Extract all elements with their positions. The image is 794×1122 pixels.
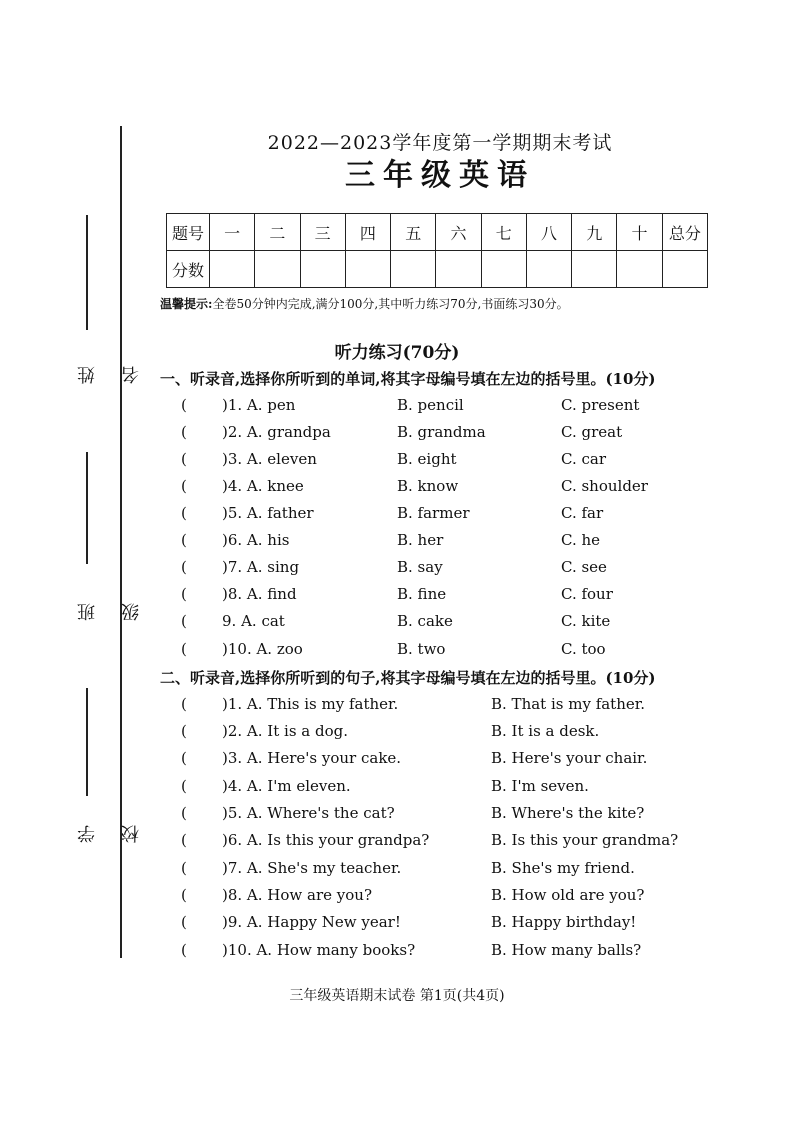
question-row	[181, 804, 741, 826]
question-row	[181, 749, 741, 771]
option-a: )2. A. It is a dog.	[222, 722, 348, 740]
class-blank-line[interactable]	[86, 452, 88, 564]
score-col-header: 二	[255, 214, 300, 251]
option-b: B. two	[397, 640, 446, 658]
option-b: B. grandma	[397, 423, 486, 441]
option-c: C. car	[561, 450, 606, 468]
option-a: )2. A. grandpa	[222, 423, 331, 441]
option-b: B. pencil	[397, 396, 464, 414]
option-a: )5. A. Where's the cat?	[222, 804, 395, 822]
score-col-header: 总分	[662, 214, 707, 251]
option-b: B. How many balls?	[491, 941, 642, 959]
option-a: )4. A. I'm eleven.	[222, 777, 351, 795]
option-a: )8. A. How are you?	[222, 886, 372, 904]
score-table-score-row	[167, 251, 708, 288]
option-a: )1. A. pen	[222, 396, 296, 414]
score-col-header: 六	[436, 214, 481, 251]
score-table-row-label: 题号	[167, 214, 210, 251]
question-row	[181, 423, 741, 445]
question-row	[181, 913, 741, 935]
score-cell[interactable]	[481, 251, 526, 288]
option-a: )6. A. his	[222, 531, 290, 549]
score-cell[interactable]	[345, 251, 390, 288]
score-col-header: 一	[210, 214, 255, 251]
question-row	[181, 531, 741, 553]
answer-bracket[interactable]: (	[181, 558, 187, 576]
score-col-header: 八	[526, 214, 571, 251]
option-a: )10. A. How many books?	[222, 941, 416, 959]
answer-bracket[interactable]: (	[181, 831, 187, 849]
option-b: B. Happy birthday!	[491, 913, 637, 931]
score-col-header: 十	[617, 214, 662, 251]
option-b: B. I'm seven.	[491, 777, 589, 795]
option-a: )6. A. Is this your grandpa?	[222, 831, 430, 849]
option-c: C. far	[561, 504, 604, 522]
option-b: B. cake	[397, 612, 453, 630]
score-cell[interactable]	[526, 251, 571, 288]
option-b: B. How old are you?	[491, 886, 645, 904]
answer-bracket[interactable]: (	[181, 396, 187, 414]
answer-bracket[interactable]: (	[181, 450, 187, 468]
score-cell[interactable]	[300, 251, 345, 288]
school-blank-line[interactable]	[86, 688, 88, 796]
question-row	[181, 831, 741, 853]
option-a: 9. A. cat	[222, 612, 285, 630]
score-cell[interactable]	[210, 251, 255, 288]
question-row	[181, 396, 741, 418]
answer-bracket[interactable]: (	[181, 531, 187, 549]
answer-bracket[interactable]: (	[181, 777, 187, 795]
option-a: )5. A. father	[222, 504, 314, 522]
answer-bracket[interactable]: (	[181, 859, 187, 877]
score-cell[interactable]	[662, 251, 707, 288]
option-c: C. see	[561, 558, 607, 576]
score-cell[interactable]	[572, 251, 617, 288]
question-row	[181, 695, 741, 717]
question-row	[181, 558, 741, 580]
answer-bracket[interactable]: (	[181, 749, 187, 767]
option-b: B. her	[397, 531, 444, 549]
question-row	[181, 859, 741, 881]
page-footer: 三年级英语期末试卷 第1页(共4页)	[289, 988, 505, 1004]
option-a: )10. A. zoo	[222, 640, 303, 658]
option-a: )3. A. Here's your cake.	[222, 749, 402, 767]
question-row	[181, 477, 741, 499]
option-a: )9. A. Happy New year!	[222, 913, 401, 931]
option-b: B. eight	[397, 450, 457, 468]
option-a: )1. A. This is my father.	[222, 695, 399, 713]
answer-bracket[interactable]: (	[181, 913, 187, 931]
question-row	[181, 585, 741, 607]
score-col-header: 四	[345, 214, 390, 251]
score-cell[interactable]	[617, 251, 662, 288]
answer-bracket[interactable]: (	[181, 423, 187, 441]
tip-text: 全卷50分钟内完成,满分100分,其中听力练习70分,书面练习30分。	[212, 297, 569, 311]
question-row	[181, 886, 741, 908]
option-b: B. fine	[397, 585, 447, 603]
class-label: 班级	[77, 593, 142, 621]
exam-grade-title: 三年级英语	[345, 158, 535, 193]
option-c: C. too	[561, 640, 606, 658]
school-label: 学校	[77, 815, 142, 843]
score-col-header: 七	[481, 214, 526, 251]
question-row	[181, 504, 741, 526]
score-col-header: 五	[391, 214, 436, 251]
question-row	[181, 722, 741, 744]
option-a: )4. A. knee	[222, 477, 304, 495]
question-row	[181, 612, 741, 634]
question-row	[181, 450, 741, 472]
answer-bracket[interactable]: (	[181, 640, 187, 658]
option-b: B. Where's the kite?	[491, 804, 645, 822]
answer-bracket[interactable]: (	[181, 722, 187, 740]
option-b: B. She's my friend.	[491, 859, 635, 877]
score-cell[interactable]	[255, 251, 300, 288]
answer-bracket[interactable]: (	[181, 695, 187, 713]
score-col-header: 三	[300, 214, 345, 251]
option-a: )8. A. find	[222, 585, 297, 603]
score-table-header-row	[167, 214, 708, 251]
option-c: C. great	[561, 423, 623, 441]
option-b: B. know	[397, 477, 459, 495]
answer-bracket[interactable]: (	[181, 804, 187, 822]
name-label: 姓名	[77, 356, 142, 384]
score-table-row-label: 分数	[167, 251, 210, 288]
score-cell[interactable]	[436, 251, 481, 288]
exam-year-title: 2022—2023学年度第一学期期末考试	[267, 132, 613, 154]
option-c: C. kite	[561, 612, 611, 630]
question-row	[181, 777, 741, 799]
option-a: )7. A. She's my teacher.	[222, 859, 402, 877]
exam-tip	[160, 295, 569, 312]
score-col-header: 九	[572, 214, 617, 251]
option-b: B. It is a desk.	[491, 722, 600, 740]
name-blank-line[interactable]	[86, 215, 88, 330]
answer-bracket[interactable]: (	[181, 612, 187, 630]
answer-bracket[interactable]: (	[181, 585, 187, 603]
answer-bracket[interactable]: (	[181, 941, 187, 959]
option-b: B. farmer	[397, 504, 470, 522]
option-c: C. present	[561, 396, 640, 414]
section-title: 听力练习(70分)	[334, 343, 460, 363]
score-table	[166, 213, 708, 288]
option-b: B. Here's your chair.	[491, 749, 648, 767]
option-b: B. Is this your grandma?	[491, 831, 679, 849]
part2-heading: 二、听录音,选择你所听到的句子,将其字母编号填在左边的括号里。(10分)	[160, 669, 656, 687]
question-row	[181, 640, 741, 662]
option-a: )3. A. eleven	[222, 450, 317, 468]
answer-bracket[interactable]: (	[181, 477, 187, 495]
option-c: C. he	[561, 531, 601, 549]
score-cell[interactable]	[391, 251, 436, 288]
answer-bracket[interactable]: (	[181, 504, 187, 522]
answer-bracket[interactable]: (	[181, 886, 187, 904]
option-a: )7. A. sing	[222, 558, 300, 576]
option-c: C. shoulder	[561, 477, 648, 495]
option-c: C. four	[561, 585, 613, 603]
question-row	[181, 941, 741, 963]
tip-label: 温馨提示:	[160, 297, 213, 311]
option-b: B. That is my father.	[491, 695, 646, 713]
part1-heading: 一、听录音,选择你所听到的单词,将其字母编号填在左边的括号里。(10分)	[160, 370, 656, 388]
option-b: B. say	[397, 558, 443, 576]
